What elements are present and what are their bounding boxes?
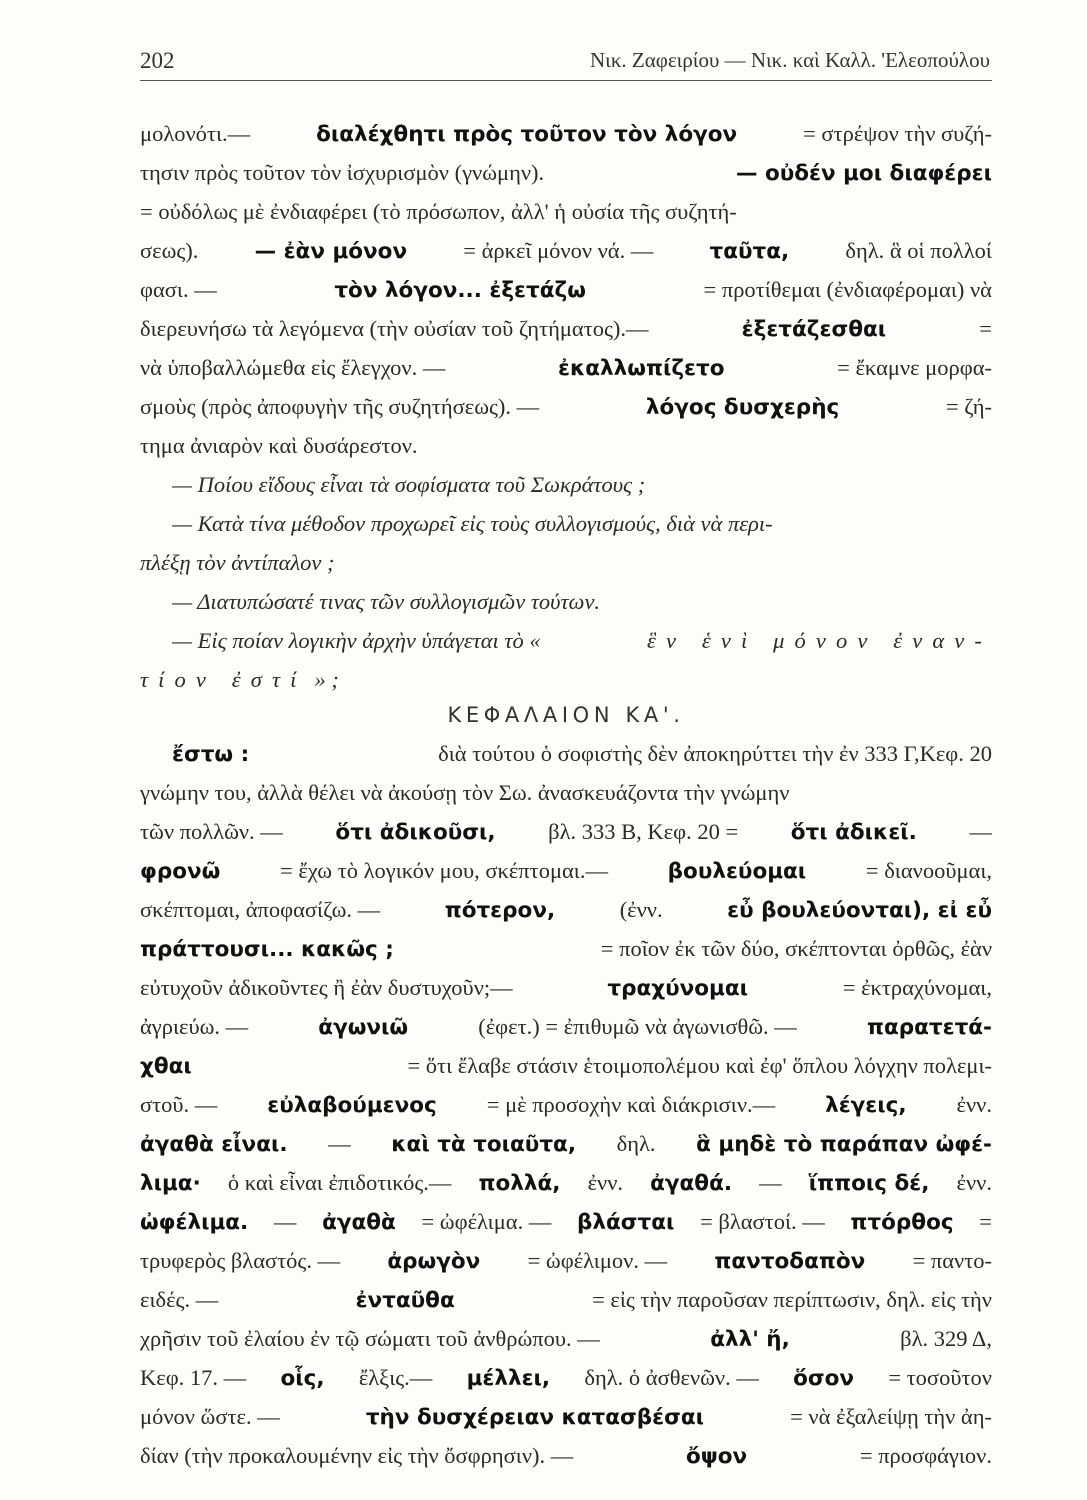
page-header [140, 44, 992, 81]
headword: εὖ βουλεύονται), εἰ εὖ [727, 898, 992, 923]
headword: ἐξετάζεσθαι [741, 317, 887, 342]
text-segment: = ἀρκεῖ μόνον νά. — [463, 238, 654, 263]
text-line [140, 1319, 992, 1359]
text-segment: μόνον ὥστε. — [140, 1404, 280, 1429]
text-line [140, 1397, 992, 1437]
headword: χθαι [140, 1054, 192, 1079]
headword: ἔστω : [172, 742, 250, 767]
text-line [140, 426, 992, 466]
text-line [140, 309, 992, 349]
text-segment: — Κατὰ τίνα μέθοδον προχωρεῖ εἰς τοὺς συλλογισμούς, διὰ νὰ περι- [172, 511, 773, 536]
headword: ὅσον [793, 1366, 855, 1391]
headword: ὠφέλιμα. [140, 1210, 249, 1235]
text-line [140, 1241, 992, 1281]
text-segment: βλ. 333 Β, Κεφ. 20 = [548, 819, 739, 844]
text-line [140, 773, 992, 813]
headword: πότερον, [444, 898, 556, 923]
text-segment: χρῆσιν τοῦ ἐλαίου ἐν τῷ σώματι τοῦ ἀνθρώπου. — [140, 1326, 600, 1351]
text-line [140, 270, 992, 310]
text-segment: — [759, 1170, 782, 1195]
text-segment: = [979, 316, 992, 341]
chapter-heading: ΚΕΦΑΛΑΙΟΝ ΚΑ'. [447, 703, 685, 727]
headword: καὶ τὰ τοιαῦτα, [391, 1132, 576, 1157]
headword: ταῦτα, [709, 239, 790, 264]
text-line [172, 465, 992, 505]
text-segment: ἔλξις.— [358, 1365, 433, 1390]
text-line [140, 890, 992, 930]
headword: οἷς, [280, 1366, 325, 1391]
headword: εὐλαβούμενος [267, 1093, 437, 1118]
text-segment: = οὐδόλως μὲ ἐνδιαφέρει (τὸ πρόσωπον, ἀλλ' ἡ οὐσία τῆς συζητή- [140, 199, 737, 224]
headword: φρονῶ [140, 859, 221, 884]
headword: βλάσται [577, 1210, 675, 1235]
text-segment: — [969, 819, 992, 844]
text-line [140, 660, 992, 700]
headword: ἐνταῦθα [355, 1288, 455, 1313]
headword: τραχύνομαι [607, 976, 749, 1001]
text-line [140, 1085, 992, 1125]
headword: διαλέχθητι πρὸς τοῦτον τὸν λόγον [316, 122, 738, 147]
text-line [140, 1202, 992, 1242]
text-segment: = ζή- [945, 394, 992, 419]
text-segment: = ὠφέλιμον. — [527, 1248, 668, 1273]
text-line [140, 231, 992, 271]
text-line [172, 582, 992, 622]
text-segment: πλέξῃ τὸν ἀντίπαλον ; [140, 550, 335, 575]
headword: ἀγαθὰ [322, 1210, 396, 1235]
text-line [140, 1124, 992, 1164]
text-segment: = [979, 1209, 992, 1234]
text-segment: — Εἰς ποίαν λογικὴν ἀρχὴν ὑπάγεται τὸ « [172, 628, 541, 653]
text-segment: ἀγριεύω. — [140, 1014, 249, 1039]
text-line [140, 114, 992, 154]
text-line [140, 1358, 992, 1398]
headword: πτόρθος [850, 1210, 954, 1235]
text-segment: σκέπτομαι, ἀποφασίζω. — [140, 897, 381, 922]
headword: ὄψον [685, 1444, 748, 1469]
text-segment: δηλ. [616, 1131, 656, 1156]
headword: ὅτι ἀδικοῦσι, [335, 820, 496, 845]
text-line [140, 968, 992, 1008]
headword: — οὐδέν μοι διαφέρει [735, 161, 992, 186]
text-segment: = εἰς τὴν παροῦσαν περίπτωσιν, δηλ. εἰς τὴν [592, 1287, 992, 1312]
headword: λέγεις, [825, 1093, 907, 1118]
headword: ἀγωνιῶ [318, 1015, 409, 1040]
text-segment: = παντο- [912, 1248, 992, 1273]
text-segment: ὁ καὶ εἶναι ἐπιδοτικός.— [227, 1170, 452, 1195]
text-segment: (ἐφετ.) = ἐπιθυμῶ νὰ ἀγωνισθῶ. — [478, 1014, 797, 1039]
text-segment: = νὰ ἐξαλείψῃ τὴν ἀη- [790, 1404, 992, 1429]
text-line [140, 348, 992, 388]
text-segment: σεως). [140, 238, 199, 263]
headword: παρατετά- [866, 1015, 992, 1040]
text-segment: δηλ. ἃ οἱ πολλοί [845, 238, 992, 263]
text-line [140, 929, 992, 969]
headword: ἵπποις δέ, [808, 1171, 930, 1196]
headword: μέλλει, [466, 1366, 551, 1391]
text-segment: — Ποίου εἴδους εἶναι τὰ σοφίσματα τοῦ Σωκράτους ; [172, 472, 646, 497]
text-segment: ειδές. — [140, 1287, 219, 1312]
text-segment: ἓν ἑνὶ μόνον ἐναν- [647, 628, 992, 653]
page-number: 202 [140, 48, 175, 73]
text-segment: = στρέψον τὴν συζή- [803, 121, 992, 146]
text-line [140, 1046, 992, 1086]
text-segment: γνώμην του, ἀλλὰ θέλει νὰ ἀκούσῃ τὸν Σω. ἀνασκευάζοντα τὴν γνώμην [140, 780, 790, 805]
text-segment: νὰ ὑποβαλλώμεθα εἰς ἔλεγχον. — [140, 355, 446, 380]
text-line [140, 812, 992, 852]
text-segment: φασι. — [140, 277, 217, 302]
text-segment: τρυφερὸς βλαστός. — [140, 1248, 341, 1273]
text-line [140, 1163, 992, 1203]
text-segment: μολονότι.— [140, 121, 251, 146]
text-segment: » ; [314, 667, 339, 692]
headword: ἀγαθὰ εἶναι. [140, 1132, 288, 1157]
headword: τὴν δυσχέρειαν κατασβέσαι [365, 1405, 705, 1430]
headword: — ἐὰν μόνον [254, 239, 408, 264]
text-line [172, 621, 992, 661]
text-line [140, 851, 992, 891]
text-segment: τημα ἀνιαρὸν καὶ δυσάρεστον. [140, 433, 418, 458]
headword: λόγος δυσχερὴς [645, 395, 840, 420]
text-segment: (ἐνν. [619, 897, 663, 922]
headword: πολλά, [478, 1171, 561, 1196]
text-segment: τῶν πολλῶν. — [140, 819, 283, 844]
text-segment: Κεφ. 17. — [140, 1365, 247, 1390]
text-line [172, 504, 992, 544]
text-line [140, 695, 992, 735]
text-segment: = προτίθεμαι (ἐνδιαφέρομαι) νὰ [703, 277, 992, 302]
text-segment: δίαν (τὴν προκαλουμένην εἰς τὴν ὄσφρησιν). — [140, 1443, 574, 1468]
text-line [172, 734, 992, 774]
text-segment: = ὠφέλιμα. — [421, 1209, 552, 1234]
headword: ἐκαλλωπίζετο [558, 356, 725, 381]
headword: παντοδαπὸν [714, 1249, 866, 1274]
text-line [140, 1436, 992, 1476]
headword: βουλεύομαι [667, 859, 807, 884]
text-segment: στοῦ. — [140, 1092, 218, 1117]
text-segment: = τοσοῦτον [888, 1365, 992, 1390]
text-segment: = προσφάγιον. [859, 1443, 992, 1468]
text-segment: = ἐκτραχύνομαι, [842, 975, 992, 1000]
text-line [140, 1007, 992, 1047]
headword: ἀρωγὸν [387, 1249, 481, 1274]
text-segment: — [273, 1209, 297, 1234]
text-segment: ἐνν. [956, 1170, 992, 1195]
text-line [140, 543, 992, 583]
text-segment: = ἔκαμνε μορφα- [837, 355, 992, 380]
text-segment: = ὅτι ἔλαβε στάσιν ἑτοιμοπολέμου καὶ ἐφ' ὅπλου λόγχην πολεμι- [407, 1053, 992, 1078]
headword: λιμα· [140, 1171, 201, 1196]
text-segment: εὐτυχοῦν ἀδικοῦντες ἢ ἐὰν δυστυχοῦν;— [140, 975, 513, 1000]
text-segment: διὰ τούτου ὁ σοφιστὴς δὲν ἀποκηρύττει τὴν ἐν 333 Γ,Κεφ. 20 [438, 741, 992, 766]
headword: πράττουσι... κακῶς ; [140, 937, 394, 962]
text-segment: — Διατυπώσατέ τινας τῶν συλλογισμῶν τούτων. [172, 589, 601, 614]
text-line [140, 192, 992, 232]
text-segment: ἐνν. [956, 1092, 992, 1117]
text-segment: τίον ἐστί [140, 667, 307, 692]
text-segment: βλ. 329 Δ, [900, 1326, 992, 1351]
text-line [140, 153, 992, 193]
text-segment: = διανοοῦμαι, [865, 858, 992, 883]
text-segment: δηλ. ὁ ἀσθενῶν. — [584, 1365, 759, 1390]
text-segment: σμοὺς (πρὸς ἀποφυγὴν τῆς συζητήσεως). — [140, 394, 540, 419]
text-segment: ἐνν. [587, 1170, 623, 1195]
headword: ἃ μηδὲ τὸ παράπαν ὠφέ- [696, 1132, 992, 1157]
headword: ἀγαθά. [650, 1171, 733, 1196]
text-line [140, 1280, 992, 1320]
text-line [140, 387, 992, 427]
text-segment: = ποῖον ἐκ τῶν δύο, σκέπτονται ὀρθῶς, ἐὰν [600, 936, 992, 961]
headword: ἀλλ' ἤ, [710, 1327, 790, 1352]
headword: ὅτι ἀδικεῖ. [790, 820, 917, 845]
text-segment: — [328, 1131, 351, 1156]
text-segment: = βλαστοί. — [700, 1209, 825, 1234]
text-segment: διερευνήσω τὰ λεγόμενα (τὴν οὐσίαν τοῦ ζητήματος).— [140, 316, 649, 341]
text-segment: τησιν πρὸς τοῦτον τὸν ἰσχυρισμὸν (γνώμην). [140, 160, 545, 185]
text-segment: = ἔχω τὸ λογικόν μου, σκέπτομαι.— [280, 858, 608, 883]
text-segment: = μὲ προσοχὴν καὶ διάκρισιν.— [486, 1092, 776, 1117]
running-head: Νικ. Ζαφειρίου — Νικ. καὶ Καλλ. 'Ελεοπούλου [590, 48, 990, 72]
headword: τὸν λόγον... ἐξετάζω [334, 278, 586, 303]
